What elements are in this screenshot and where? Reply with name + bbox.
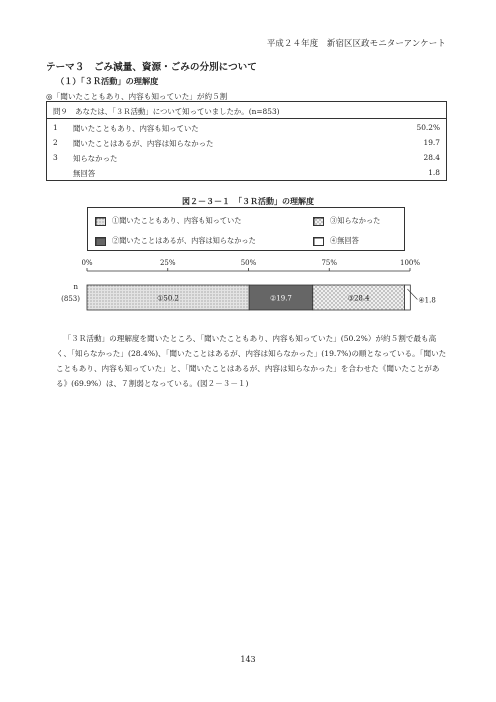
tick-label: 25% (159, 259, 176, 267)
tick-label: 75% (321, 259, 338, 267)
legend-item: ①聞いたこともあり、内容も知っていた (95, 216, 241, 226)
chart-legend (87, 207, 405, 251)
stacked-bar-chart (0, 255, 496, 325)
document-header: 平成２４年度 新宿区区政モニターアンケート (266, 38, 446, 48)
legend-swatch-white (313, 237, 324, 246)
bar-segment (405, 285, 411, 310)
data-label: ②19.7 (270, 294, 292, 303)
legend-swatch-dark (95, 237, 106, 246)
question-table: 問９ あなたは、「３Ｒ活動」について知っていましたか。(n=853) 1 聞いたこともあり、内容も知っていた 50.2% 2 聞いたことはあるが、内容は知らなかった 19.7 3 知らなかった 28.4 無回答 1.8 (46, 101, 447, 181)
body-paragraph: 「３Ｒ活動」の理解度を聞いたところ、「聞いたこともあり、内容も知っていた」(50.2%）が約５割で最も高く、「知らなかった」(28.4%)、「聞いたことはあるが、内容は知らなかった」(19.7%)の順となっている。「聞いたこともあり、内容も知っていた」と、「聞いたことはあるが、内容は知らなかった」を合わせた《聞いたことがある》(69.9%）は、７割弱となっている。(図２－３－１) (56, 334, 447, 388)
tick-label: 50% (240, 259, 257, 267)
legend-item: ②聞いたことはあるが、内容は知らなかった (95, 236, 256, 246)
page-number: 143 (240, 655, 256, 664)
data-label: ④1.8 (418, 296, 436, 305)
question-divider (47, 118, 446, 119)
data-label: ①50.2 (157, 294, 180, 303)
row-label-count: (853) (61, 295, 80, 303)
legend-swatch-dots (95, 217, 106, 226)
tick-label: 100% (399, 259, 421, 267)
data-label: ③28.4 (347, 294, 370, 303)
legend-item: ③知らなかった (313, 216, 380, 226)
legend-item: ④無回答 (313, 236, 359, 246)
tick-label: 0% (81, 259, 93, 267)
summary-line: ◎「聞いたこともあり、内容も知っていた」が約５割 (46, 92, 228, 101)
figure-title: 図２－３－１ 「３Ｒ活動」の理解度 (182, 197, 314, 206)
legend-swatch-cross (313, 217, 324, 226)
subsection-title: （１）「３Ｒ活動」の理解度 (56, 76, 159, 86)
row-label-n: n (73, 283, 78, 291)
theme-title: テーマ３ ごみ減量、資源・ごみの分別について (46, 62, 257, 73)
